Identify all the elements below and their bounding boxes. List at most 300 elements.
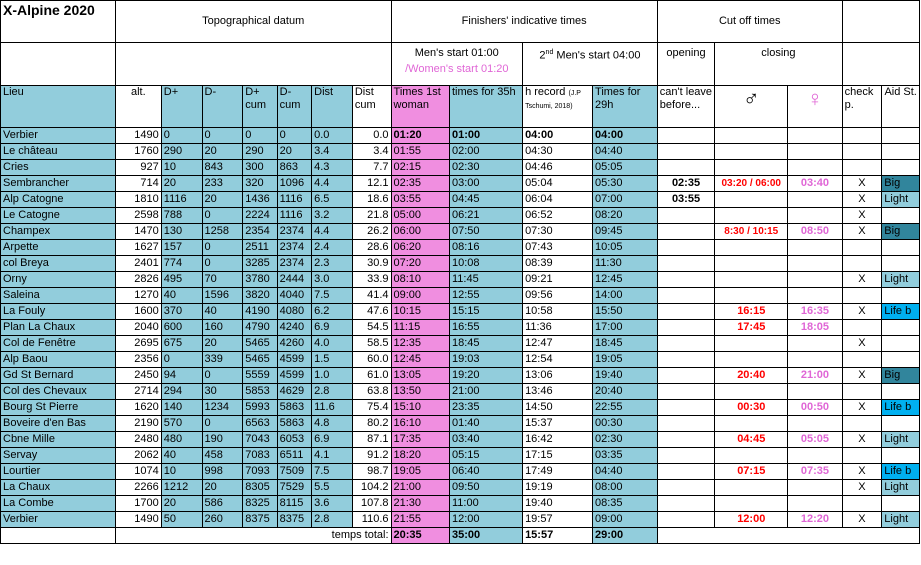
cell-chk: X bbox=[842, 272, 882, 288]
cell-cm: 16:15 bbox=[715, 304, 788, 320]
cell-w: 16:10 bbox=[391, 416, 449, 432]
cell-dm: 998 bbox=[202, 464, 243, 480]
cell-dist: 7.5 bbox=[312, 288, 353, 304]
cell-dp: 570 bbox=[161, 416, 202, 432]
cell-dist: 6.9 bbox=[312, 320, 353, 336]
cell-open bbox=[657, 448, 714, 464]
cell-dp: 0 bbox=[161, 128, 202, 144]
cell-chk bbox=[842, 240, 882, 256]
cell-open bbox=[657, 256, 714, 272]
cell-dmc: 4080 bbox=[277, 304, 311, 320]
cell-w: 12:35 bbox=[391, 336, 449, 352]
cell-cm bbox=[715, 128, 788, 144]
cell-dm: 70 bbox=[202, 272, 243, 288]
topographical-datum-header: Topographical datum bbox=[115, 1, 391, 43]
cell-dmc: 2374 bbox=[277, 256, 311, 272]
cell-lieu: Cries bbox=[1, 160, 116, 176]
cell-open bbox=[657, 144, 714, 160]
cell-chk bbox=[842, 128, 882, 144]
cell-alt: 2480 bbox=[115, 432, 161, 448]
cell-t29: 05:05 bbox=[593, 160, 658, 176]
cell-distc: 75.4 bbox=[352, 400, 391, 416]
cell-aid bbox=[882, 352, 920, 368]
cell-chk: X bbox=[842, 464, 882, 480]
cell-dp: 0 bbox=[161, 352, 202, 368]
cell-open bbox=[657, 384, 714, 400]
table-row bbox=[1, 400, 920, 416]
col-dplus: D+ bbox=[161, 86, 202, 128]
cell-dist: 4.1 bbox=[312, 448, 353, 464]
cell-dp: 130 bbox=[161, 224, 202, 240]
cell-w: 13:05 bbox=[391, 368, 449, 384]
table-row bbox=[1, 128, 920, 144]
cell-dm: 160 bbox=[202, 320, 243, 336]
cell-t35: 06:40 bbox=[449, 464, 522, 480]
table-row bbox=[1, 496, 920, 512]
cell-dm: 190 bbox=[202, 432, 243, 448]
cell-w: 01:20 bbox=[391, 128, 449, 144]
totals-blank bbox=[1, 528, 116, 544]
cell-dmc: 7509 bbox=[277, 464, 311, 480]
cell-dmc: 6511 bbox=[277, 448, 311, 464]
cell-open: 03:55 bbox=[657, 192, 714, 208]
col-dist: Dist bbox=[312, 86, 353, 128]
finishers-times-header: Finishers' indicative times bbox=[391, 1, 657, 43]
cell-dmc: 0 bbox=[277, 128, 311, 144]
col-dist-cum: Dist cum bbox=[352, 86, 391, 128]
cell-t29: 02:30 bbox=[593, 432, 658, 448]
cell-cm bbox=[715, 480, 788, 496]
cell-t29: 04:40 bbox=[593, 144, 658, 160]
cell-rec: 06:04 bbox=[523, 192, 593, 208]
cell-alt: 1700 bbox=[115, 496, 161, 512]
cell-rec: 08:39 bbox=[523, 256, 593, 272]
cell-t35: 03:40 bbox=[449, 432, 522, 448]
cell-dmc: 4240 bbox=[277, 320, 311, 336]
cell-t35: 02:30 bbox=[449, 160, 522, 176]
cell-distc: 63.8 bbox=[352, 384, 391, 400]
cell-cm bbox=[715, 336, 788, 352]
cell-cm bbox=[715, 192, 788, 208]
total-1st-woman: 20:35 bbox=[391, 528, 449, 544]
cell-chk: X bbox=[842, 208, 882, 224]
cell-aid: Light bbox=[882, 432, 920, 448]
h-record-label: h record bbox=[525, 86, 566, 98]
female-symbol: ♀ bbox=[788, 86, 842, 128]
cell-w: 15:10 bbox=[391, 400, 449, 416]
cell-aid: Light bbox=[882, 192, 920, 208]
cell-w: 03:55 bbox=[391, 192, 449, 208]
cell-rec: 06:52 bbox=[523, 208, 593, 224]
table-row bbox=[1, 224, 920, 240]
cell-dpc: 2354 bbox=[243, 224, 277, 240]
cell-alt: 714 bbox=[115, 176, 161, 192]
cell-dpc: 7083 bbox=[243, 448, 277, 464]
table-row bbox=[1, 240, 920, 256]
table-row bbox=[1, 480, 920, 496]
cell-distc: 58.5 bbox=[352, 336, 391, 352]
cell-rec: 09:56 bbox=[523, 288, 593, 304]
cell-t29: 00:30 bbox=[593, 416, 658, 432]
cell-cm: 17:45 bbox=[715, 320, 788, 336]
cell-dpc: 7093 bbox=[243, 464, 277, 480]
cell-w: 02:35 bbox=[391, 176, 449, 192]
cell-t29: 08:00 bbox=[593, 480, 658, 496]
cell-rec: 17:15 bbox=[523, 448, 593, 464]
cell-chk: X bbox=[842, 480, 882, 496]
cell-rec: 07:43 bbox=[523, 240, 593, 256]
cell-t35: 10:08 bbox=[449, 256, 522, 272]
cell-aid: Light bbox=[882, 480, 920, 496]
cell-dist: 5.5 bbox=[312, 480, 353, 496]
cell-cf bbox=[788, 160, 842, 176]
cell-distc: 33.9 bbox=[352, 272, 391, 288]
col-aid-station: Aid St. bbox=[882, 86, 920, 128]
cell-cm: 12:00 bbox=[715, 512, 788, 528]
cell-dmc: 2374 bbox=[277, 224, 311, 240]
cell-aid: Life b bbox=[882, 400, 920, 416]
cell-alt: 1470 bbox=[115, 224, 161, 240]
second-start-rest: Men's start 04:00 bbox=[553, 49, 641, 62]
cell-t29: 04:00 bbox=[593, 128, 658, 144]
cell-dm: 20 bbox=[202, 192, 243, 208]
cell-dm: 0 bbox=[202, 256, 243, 272]
cell-dp: 290 bbox=[161, 144, 202, 160]
cell-chk bbox=[842, 320, 882, 336]
table-row bbox=[1, 304, 920, 320]
cell-lieu: Gd St Bernard bbox=[1, 368, 116, 384]
cell-dm: 20 bbox=[202, 480, 243, 496]
cell-chk: X bbox=[842, 368, 882, 384]
cell-dmc: 5863 bbox=[277, 416, 311, 432]
cell-rec: 12:47 bbox=[523, 336, 593, 352]
cell-lieu: col Breya bbox=[1, 256, 116, 272]
cell-alt: 2356 bbox=[115, 352, 161, 368]
cell-t29: 19:40 bbox=[593, 368, 658, 384]
cell-rec: 14:50 bbox=[523, 400, 593, 416]
table-row bbox=[1, 416, 920, 432]
cell-alt: 2062 bbox=[115, 448, 161, 464]
table-row bbox=[1, 320, 920, 336]
cell-dp: 20 bbox=[161, 496, 202, 512]
col-h-record bbox=[523, 86, 593, 128]
table-row bbox=[1, 336, 920, 352]
cell-cf bbox=[788, 240, 842, 256]
cell-t29: 14:00 bbox=[593, 288, 658, 304]
cell-w: 06:00 bbox=[391, 224, 449, 240]
cell-t29: 07:00 bbox=[593, 192, 658, 208]
cell-w: 13:50 bbox=[391, 384, 449, 400]
opening-header: opening bbox=[657, 43, 714, 86]
cell-t35: 11:00 bbox=[449, 496, 522, 512]
cell-dpc: 8375 bbox=[243, 512, 277, 528]
cell-open bbox=[657, 336, 714, 352]
second-start-sup: nd bbox=[545, 49, 554, 56]
cell-cm bbox=[715, 240, 788, 256]
cell-dp: 495 bbox=[161, 272, 202, 288]
cell-w: 05:00 bbox=[391, 208, 449, 224]
table-row bbox=[1, 464, 920, 480]
cell-rec: 16:42 bbox=[523, 432, 593, 448]
cell-dist: 0.0 bbox=[312, 128, 353, 144]
cell-cf bbox=[788, 336, 842, 352]
cell-t35: 07:50 bbox=[449, 224, 522, 240]
cell-dpc: 6563 bbox=[243, 416, 277, 432]
cell-dmc: 1116 bbox=[277, 192, 311, 208]
cell-lieu: Col des Chevaux bbox=[1, 384, 116, 400]
cell-cf: 00:50 bbox=[788, 400, 842, 416]
cell-dpc: 7043 bbox=[243, 432, 277, 448]
cell-dpc: 300 bbox=[243, 160, 277, 176]
cell-dm: 1596 bbox=[202, 288, 243, 304]
cell-dpc: 2224 bbox=[243, 208, 277, 224]
cell-dp: 20 bbox=[161, 176, 202, 192]
col-times-35h: times for 35h bbox=[449, 86, 522, 128]
cell-alt: 1074 bbox=[115, 464, 161, 480]
totals-blank bbox=[657, 528, 919, 544]
cell-cf: 12:20 bbox=[788, 512, 842, 528]
cell-rec: 11:36 bbox=[523, 320, 593, 336]
cell-t35: 18:45 bbox=[449, 336, 522, 352]
cutoff-times-header: Cut off times bbox=[657, 1, 842, 43]
cell-distc: 47.6 bbox=[352, 304, 391, 320]
cell-cf: 03:40 bbox=[788, 176, 842, 192]
cell-dist: 3.4 bbox=[312, 144, 353, 160]
cell-aid: Light bbox=[882, 272, 920, 288]
cell-dm: 0 bbox=[202, 128, 243, 144]
cell-dist: 3.2 bbox=[312, 208, 353, 224]
cell-cm bbox=[715, 288, 788, 304]
cell-cm bbox=[715, 352, 788, 368]
cell-dp: 94 bbox=[161, 368, 202, 384]
cell-chk bbox=[842, 448, 882, 464]
cell-dist: 4.4 bbox=[312, 176, 353, 192]
cell-dpc: 3285 bbox=[243, 256, 277, 272]
table-row bbox=[1, 432, 920, 448]
cell-dm: 1234 bbox=[202, 400, 243, 416]
cell-open bbox=[657, 368, 714, 384]
cell-dist: 1.5 bbox=[312, 352, 353, 368]
cell-dist: 2.4 bbox=[312, 240, 353, 256]
cell-cf bbox=[788, 384, 842, 400]
cell-dp: 140 bbox=[161, 400, 202, 416]
cell-t35: 08:16 bbox=[449, 240, 522, 256]
col-cant-leave: can't leave before... bbox=[657, 86, 714, 128]
cell-t35: 01:40 bbox=[449, 416, 522, 432]
cell-chk bbox=[842, 144, 882, 160]
second-start-cell bbox=[523, 43, 658, 86]
mens-start: Men's start 01:00 bbox=[414, 47, 499, 59]
cell-distc: 21.8 bbox=[352, 208, 391, 224]
cell-lieu: Saleina bbox=[1, 288, 116, 304]
cell-dpc: 3820 bbox=[243, 288, 277, 304]
cell-dpc: 4190 bbox=[243, 304, 277, 320]
cell-dmc: 2374 bbox=[277, 240, 311, 256]
cell-aid bbox=[882, 160, 920, 176]
cell-cm bbox=[715, 256, 788, 272]
cell-dmc: 2444 bbox=[277, 272, 311, 288]
cell-cm bbox=[715, 208, 788, 224]
cell-distc: 30.9 bbox=[352, 256, 391, 272]
cell-dp: 10 bbox=[161, 160, 202, 176]
header-blank bbox=[842, 1, 919, 43]
cell-alt: 2450 bbox=[115, 368, 161, 384]
cell-distc: 104.2 bbox=[352, 480, 391, 496]
cell-chk bbox=[842, 416, 882, 432]
col-check-point: check p. bbox=[842, 86, 882, 128]
cell-alt: 1270 bbox=[115, 288, 161, 304]
cell-alt: 1620 bbox=[115, 400, 161, 416]
cell-open bbox=[657, 512, 714, 528]
cell-w: 02:15 bbox=[391, 160, 449, 176]
cell-distc: 28.6 bbox=[352, 240, 391, 256]
cell-dist: 11.6 bbox=[312, 400, 353, 416]
cell-chk: X bbox=[842, 336, 882, 352]
cell-alt: 1627 bbox=[115, 240, 161, 256]
cell-aid: Light bbox=[882, 512, 920, 528]
cell-aid bbox=[882, 240, 920, 256]
cell-lieu: Le Catogne bbox=[1, 208, 116, 224]
cell-chk: X bbox=[842, 512, 882, 528]
cell-dmc: 4629 bbox=[277, 384, 311, 400]
cell-dp: 157 bbox=[161, 240, 202, 256]
cell-aid bbox=[882, 416, 920, 432]
cell-dmc: 7529 bbox=[277, 480, 311, 496]
col-alt: alt. bbox=[115, 86, 161, 128]
male-symbol: ♂ bbox=[715, 86, 788, 128]
cell-dmc: 20 bbox=[277, 144, 311, 160]
cell-t35: 12:00 bbox=[449, 512, 522, 528]
cell-t29: 03:35 bbox=[593, 448, 658, 464]
cell-t35: 23:35 bbox=[449, 400, 522, 416]
cell-cm bbox=[715, 144, 788, 160]
cell-alt: 2190 bbox=[115, 416, 161, 432]
cell-lieu: Lourtier bbox=[1, 464, 116, 480]
cell-dist: 6.9 bbox=[312, 432, 353, 448]
cell-t29: 09:00 bbox=[593, 512, 658, 528]
cell-cf bbox=[788, 192, 842, 208]
cell-dpc: 2511 bbox=[243, 240, 277, 256]
col-dminus-cum: D- cum bbox=[277, 86, 311, 128]
cell-lieu: Arpette bbox=[1, 240, 116, 256]
cell-w: 11:15 bbox=[391, 320, 449, 336]
cell-dpc: 0 bbox=[243, 128, 277, 144]
cell-t29: 11:30 bbox=[593, 256, 658, 272]
cell-dm: 233 bbox=[202, 176, 243, 192]
cell-dm: 30 bbox=[202, 384, 243, 400]
cell-rec: 13:46 bbox=[523, 384, 593, 400]
cell-open bbox=[657, 160, 714, 176]
cell-t35: 19:03 bbox=[449, 352, 522, 368]
cell-chk bbox=[842, 288, 882, 304]
cell-t29: 10:05 bbox=[593, 240, 658, 256]
cell-t35: 11:45 bbox=[449, 272, 522, 288]
header-blank bbox=[115, 43, 391, 86]
cell-t35: 03:00 bbox=[449, 176, 522, 192]
cell-rec: 05:04 bbox=[523, 176, 593, 192]
cell-alt: 2266 bbox=[115, 480, 161, 496]
cell-t29: 15:50 bbox=[593, 304, 658, 320]
cell-aid: Big bbox=[882, 176, 920, 192]
table-row bbox=[1, 192, 920, 208]
cell-rec: 17:49 bbox=[523, 464, 593, 480]
cell-dpc: 5853 bbox=[243, 384, 277, 400]
cell-cf bbox=[788, 352, 842, 368]
cell-w: 08:10 bbox=[391, 272, 449, 288]
cell-aid: Big bbox=[882, 224, 920, 240]
cell-open bbox=[657, 320, 714, 336]
cell-t35: 06:21 bbox=[449, 208, 522, 224]
cell-dist: 1.0 bbox=[312, 368, 353, 384]
cell-t35: 01:00 bbox=[449, 128, 522, 144]
cell-dist: 4.0 bbox=[312, 336, 353, 352]
cell-lieu: Sembrancher bbox=[1, 176, 116, 192]
cell-dist: 2.8 bbox=[312, 512, 353, 528]
cell-lieu: Orny bbox=[1, 272, 116, 288]
cell-alt: 1490 bbox=[115, 128, 161, 144]
cell-lieu: Champex bbox=[1, 224, 116, 240]
cell-rec: 09:21 bbox=[523, 272, 593, 288]
cell-rec: 04:00 bbox=[523, 128, 593, 144]
cell-w: 21:55 bbox=[391, 512, 449, 528]
cell-dist: 4.8 bbox=[312, 416, 353, 432]
cell-chk: X bbox=[842, 192, 882, 208]
cell-t35: 05:15 bbox=[449, 448, 522, 464]
cell-rec: 15:37 bbox=[523, 416, 593, 432]
cell-dist: 6.2 bbox=[312, 304, 353, 320]
cell-dmc: 6053 bbox=[277, 432, 311, 448]
cell-w: 17:35 bbox=[391, 432, 449, 448]
cell-cf: 18:05 bbox=[788, 320, 842, 336]
cell-alt: 2598 bbox=[115, 208, 161, 224]
table-row bbox=[1, 272, 920, 288]
cell-cm: 8:30 / 10:15 bbox=[715, 224, 788, 240]
cell-dpc: 3780 bbox=[243, 272, 277, 288]
cell-dmc: 4599 bbox=[277, 352, 311, 368]
cell-cf bbox=[788, 128, 842, 144]
table-row bbox=[1, 176, 920, 192]
cell-dmc: 1116 bbox=[277, 208, 311, 224]
cell-dist: 6.5 bbox=[312, 192, 353, 208]
cell-w: 01:55 bbox=[391, 144, 449, 160]
cell-lieu: Cbne Mille bbox=[1, 432, 116, 448]
cell-cm: 20:40 bbox=[715, 368, 788, 384]
cell-rec: 19:19 bbox=[523, 480, 593, 496]
cell-w: 06:20 bbox=[391, 240, 449, 256]
cell-lieu: Plan La Chaux bbox=[1, 320, 116, 336]
cell-distc: 91.2 bbox=[352, 448, 391, 464]
cell-open bbox=[657, 352, 714, 368]
table-row bbox=[1, 256, 920, 272]
cell-t29: 19:05 bbox=[593, 352, 658, 368]
cell-alt: 2826 bbox=[115, 272, 161, 288]
cell-cf bbox=[788, 256, 842, 272]
cell-t29: 20:40 bbox=[593, 384, 658, 400]
cell-open bbox=[657, 464, 714, 480]
cell-rec: 04:46 bbox=[523, 160, 593, 176]
cell-aid: Life b bbox=[882, 304, 920, 320]
cell-t29: 04:40 bbox=[593, 464, 658, 480]
cell-dp: 774 bbox=[161, 256, 202, 272]
header-blank bbox=[842, 43, 919, 86]
cell-dp: 40 bbox=[161, 448, 202, 464]
cell-dp: 675 bbox=[161, 336, 202, 352]
cell-alt: 2714 bbox=[115, 384, 161, 400]
cell-dm: 0 bbox=[202, 368, 243, 384]
cell-dist: 2.8 bbox=[312, 384, 353, 400]
cell-dist: 4.3 bbox=[312, 160, 353, 176]
cell-lieu: Le château bbox=[1, 144, 116, 160]
